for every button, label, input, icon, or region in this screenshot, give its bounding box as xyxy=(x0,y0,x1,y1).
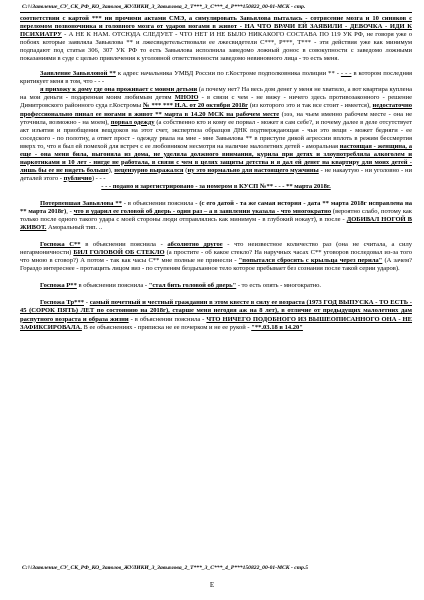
p3-segment: МНОЮ xyxy=(174,94,199,102)
p4-segment: (вероятно слабо, потому как только после одного такого удара с моей стороны люди отправлялись как минимум - в глубокий нокаут), в после - xyxy=(20,208,412,224)
p5-segment: (а простите - об какое стекло? На наручных часах С** уговоров последовал из-за того что мною в сговор?) А потом - так как часы С** мне полные не принесли - xyxy=(20,249,412,265)
p3-segment: я прихожу к дому где она проживает с моими детьми xyxy=(40,86,198,94)
paragraph-6 xyxy=(20,282,412,290)
p2-text: к адрес начальника УМВД России по г.Костроме подполковника полиции ** - xyxy=(115,70,341,78)
p3-segment: - в связи с чем - не вижу - ничего здесь противозаконного - решение Димитровского районного суда г.Костромы xyxy=(20,94,412,110)
p4-segment: , - xyxy=(66,208,74,216)
p5-segment: - что неизвестное количество раз (она не считала, а силу негармоничности) xyxy=(20,241,412,257)
p1-lead: соответствии с картой *** ни прочими актами СМЭ, а симулировать Завьялова пыталась - сотрясение мозга и 10 синяков с переломом позвоночника и головного мозга от ударов ногами в живот - НА ЧТО ВРАЧИ ЕЙ ЗАЯВИЛИ - xyxy=(20,15,412,31)
p7-segment: "**.03.18 в 14.20" xyxy=(251,323,303,331)
paragraph-1 xyxy=(20,15,412,63)
p3-segment: публично xyxy=(63,174,92,182)
p3-segment: ), xyxy=(108,166,115,174)
paragraph-3 xyxy=(20,86,412,183)
p5-segment: Госпожа С** xyxy=(40,241,81,249)
page-number: E xyxy=(209,581,215,589)
p7-segment: - xyxy=(84,299,90,307)
paragraph-5 xyxy=(20,241,412,273)
p4-segment: - в объяснении пояснила - xyxy=(121,199,200,207)
p6-segment: - то есть опять - многократно. xyxy=(236,282,322,290)
p7-segment: Госпожа Тр*** xyxy=(40,299,84,307)
paragraph-2 xyxy=(20,70,412,86)
p3-segment: нецензурно выражался xyxy=(114,166,184,174)
p5-segment: "попытался сбросить с крыльца через перила" xyxy=(238,257,383,265)
p5-segment: БИЛ ГОЛОВОЙ ОБ СТЕКЛО xyxy=(73,249,165,257)
p4-segment: что я ударил ее головой об дверь - один раз – а в заявлении указала - что многократно xyxy=(73,208,332,216)
p2-text-b: в котором последняя критикует меня в том, что - - - xyxy=(20,70,412,86)
paragraph-7 xyxy=(20,299,412,331)
page-footer: C:\\\Заявление_СУ_СК_РФ_КО_Заявлов_ЖУЛИКИ_3_Завьялова_2_Т***_3_С***_4_Р***150822_00-01-МСК - стр.5 xyxy=(22,565,309,571)
p7-segment: самый почетный и честный гражданин в этом квесте в силу ее возраста (1973 ГОД ВЫПУСКА - ТО ЕСТЬ - 45 (СОРОК ПЯТЬ) ЛЕТ по состоянию на 2018г), старше меня негодяя аж на 8 лет), в отличие от предыдущих малолетних дам распутного возраста и образа жизни xyxy=(20,299,412,323)
p3-segment: (из которого это и так все стоит - имеется), xyxy=(248,102,373,110)
p5-segment: абсолютно другое xyxy=(167,241,223,249)
p4-segment: ДОБИВАЛ НОГОЙ В ЖИВОТ. xyxy=(20,216,412,232)
p3-segment: настоящая - женщина, а еще - она меня била, выгоняла из дома, не уделяла должного внимания, курила при детях и злоупотребляла алкоголем и наркотиками и 10 лет - нигде не работала, в связи с чем в целях защиты детства и я дал ей денег на квартиру для моих детей - лишь бы ее не видеть больше xyxy=(20,142,412,174)
p5-segment: в объяснении пояснила - xyxy=(80,241,168,249)
p3-segment: (а собственно кто и кому ее порвал - может я сам себе?, и почему далее в деле отсутствует акт изъятия и приобщения вещдоков на этот счет, экспертиза образцов ДНК подтверждающая - чьи это вещи - может бедняги - ее соседского - по полотну, а ответ прост - одежду рвала на мне - мне Завьялова ** в приступе дикой агрессии вплоть в режим бессмертия вверх то, что я был ей помехой для встреч с ее любовником несмотря на наличие малолетних детей - аморальная xyxy=(20,118,413,150)
p3-segment: ) - - - xyxy=(91,174,106,182)
p6-segment: в объяснении пояснила - xyxy=(76,282,149,290)
paragraph-4 xyxy=(20,200,412,232)
p3-registration: - - - подано и зарегистрировано - за номером в КУСП №** - - - ** марта 2018г. xyxy=(101,182,331,190)
p3-segment: ну это нормально для настоящего мужчины xyxy=(187,166,319,174)
p4-segment: Потерпевшая Завьялова ** xyxy=(40,199,122,207)
p4-segment: Аморальный тип. .. xyxy=(46,224,103,232)
header-rule xyxy=(20,12,412,13)
p3-segment: (эээ, на чьем именно рабочем месте - она не уточнила, возможно - на моем), xyxy=(20,110,412,126)
p4-segment: (с его датой - та же самая история - дата ** марта 2018г исправлена на ** марта 2018г) xyxy=(20,199,412,216)
p3-segment: - не накаутую - ни уголовно - ни деталей этого - xyxy=(20,166,413,182)
p2-dashes: - - - xyxy=(340,70,352,78)
p5-segment: (А зачем? Гораздо интереснее - протащить лицом виз - по ступеням бездыханное тело которое пребывает без сознания после такой серии ударов). xyxy=(20,257,412,273)
p3-segment: (а почему нет? На весь дом денег у меня не хватило, а вот квартира куплена на мои деньги - подаренная моим любимым детям xyxy=(20,86,412,102)
p6-segment: Госпожа Р** xyxy=(40,282,77,290)
page-header: C:\\\Заявление_СУ_СК_РФ_КО_Заявлов_ЖУЛИКИ_3_Завьялова_2_Т***_3_С***_4_Р***150822_00-01-МСК - стр. xyxy=(22,4,306,10)
p7-segment: ЧТО НИЧЕГО ПОДОБНОГО ИЗ ВЫШЕОПИСАННОГО ОНА - НЕ ЗАФИКСИРОВАЛА. xyxy=(20,315,413,331)
p1-rest: - А НЕ К НАМ. ОТСЮДА СЛЕДУЕТ - ЧТО НЕТ И НЕ БЫЛО НИКАКОГО СОСТАВА ПО 119 УК РФ, не говоря уже о побоях которые заявляла Завьялова ** и лжесвидетельствовали ее лжесвидетели С***, Р***, Т*** - эти действия уже как минимум подпадают под статьи 306, 307 УК РФ то есть Завьялова исполнила заведомо ложный донос в совокупности с заведомо ложными показаниями в суде с целью привлечения к уголовной ответственности заведомо невиновного лица - то есть меня. xyxy=(20,31,412,63)
p3-segment: № *** *** Н.А. от 20 октября 2018г xyxy=(142,102,249,110)
p2-heading: Заявление Завьяловой ** xyxy=(40,70,116,78)
p3-segment: порвал одежду xyxy=(110,118,155,126)
p3-segment: ( xyxy=(183,166,188,174)
p1-highlight: ДЕВОЧКА - ИДИ К ПСИХИАТРУ xyxy=(20,23,412,39)
p3-segment: недостаточно профессионально пинал ее ногами в живот ** марта в 14.20 МСК на рабочем месте xyxy=(20,102,413,118)
p6-segment: "стал бить головой об дверь" xyxy=(148,282,237,290)
paragraph-3-end xyxy=(20,183,412,191)
p7-segment: - в объяснении пояснила - xyxy=(128,315,207,323)
document-body xyxy=(20,15,412,332)
p7-segment: В ее объяснениях - приписка не ее почерком и не ее рукой - xyxy=(81,323,252,331)
